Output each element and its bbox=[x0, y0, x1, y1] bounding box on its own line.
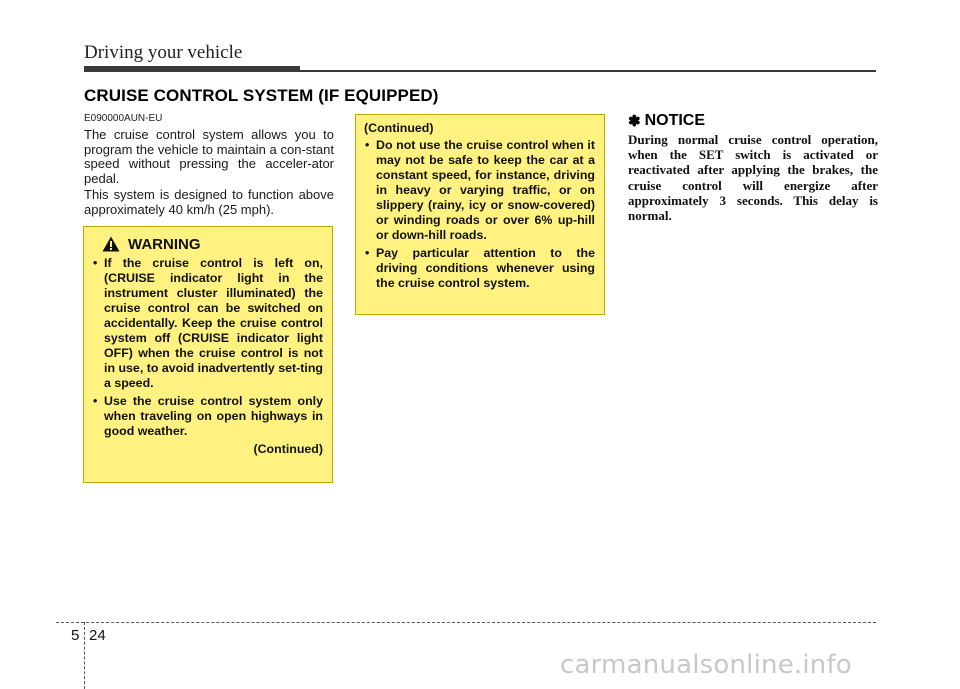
warning-triangle-icon bbox=[102, 236, 120, 252]
list-item: • Use the cruise control system only when traveling on open highways in good weather. bbox=[93, 394, 323, 438]
notice-title: NOTICE bbox=[644, 112, 706, 129]
warning-continued-list bbox=[364, 138, 595, 291]
bullet-icon: • bbox=[365, 246, 370, 260]
continued-label: (Continued) bbox=[253, 442, 323, 456]
list-item: • Pay particular attention to the driving conditions whenever using the cruise control system. bbox=[365, 246, 595, 290]
bullet-icon: • bbox=[93, 256, 98, 270]
continued-label: (Continued) bbox=[364, 121, 434, 135]
notice-star-icon: ✽ bbox=[628, 113, 641, 130]
page-chapter-number: 5 bbox=[71, 627, 80, 644]
header-rule-thin bbox=[300, 70, 876, 72]
page-number: 24 bbox=[89, 627, 106, 644]
footer-rule bbox=[56, 622, 876, 623]
section-code: E090000AUN-EU bbox=[84, 113, 163, 124]
list-item: • Do not use the cruise control when it may not be safe to keep the car at a constant speed, for instance, driving in heavy or varying traffic, or on slippery (rainy, icy or snow-covered) or winding roads or over 6% up-hill or down-hill roads. bbox=[365, 138, 595, 242]
watermark: carmanualsonline.info bbox=[560, 650, 852, 680]
bullet-icon: • bbox=[93, 394, 98, 408]
intro-text bbox=[84, 128, 334, 219]
notice-text: During normal cruise control operation, when the SET switch is activated or reactivated after applying the brakes, the cruise control will energize after approximately 3 seconds. This delay is normal. bbox=[628, 132, 878, 224]
warning-continued-box bbox=[355, 114, 605, 315]
warning-list bbox=[92, 256, 323, 439]
warning-header bbox=[102, 236, 323, 252]
header-title: Driving your vehicle bbox=[84, 42, 243, 63]
list-item: • If the cruise control is left on, (CRUISE indicator light in the instrument cluster illuminated) the cruise control can be switched on accidentally. Keep the cruise control system off (CRUISE indicator light OFF) when the cruise control is not in use, to avoid inadvertently set-ting a speed. bbox=[93, 256, 323, 390]
warning-box bbox=[83, 226, 333, 483]
notice-header bbox=[628, 112, 705, 130]
warning-title: WARNING bbox=[128, 235, 201, 253]
footer-divider bbox=[84, 622, 85, 689]
intro-paragraph: The cruise control system allows you to program the vehicle to maintain a con-stant speed without pressing the acceler-ator pedal. bbox=[84, 127, 334, 186]
bullet-icon: • bbox=[365, 138, 370, 152]
intro-paragraph: This system is designed to function above approximately 40 km/h (25 mph). bbox=[84, 187, 334, 217]
section-heading: CRUISE CONTROL SYSTEM (IF EQUIPPED) bbox=[84, 86, 439, 105]
header-rule-thick bbox=[84, 66, 300, 72]
